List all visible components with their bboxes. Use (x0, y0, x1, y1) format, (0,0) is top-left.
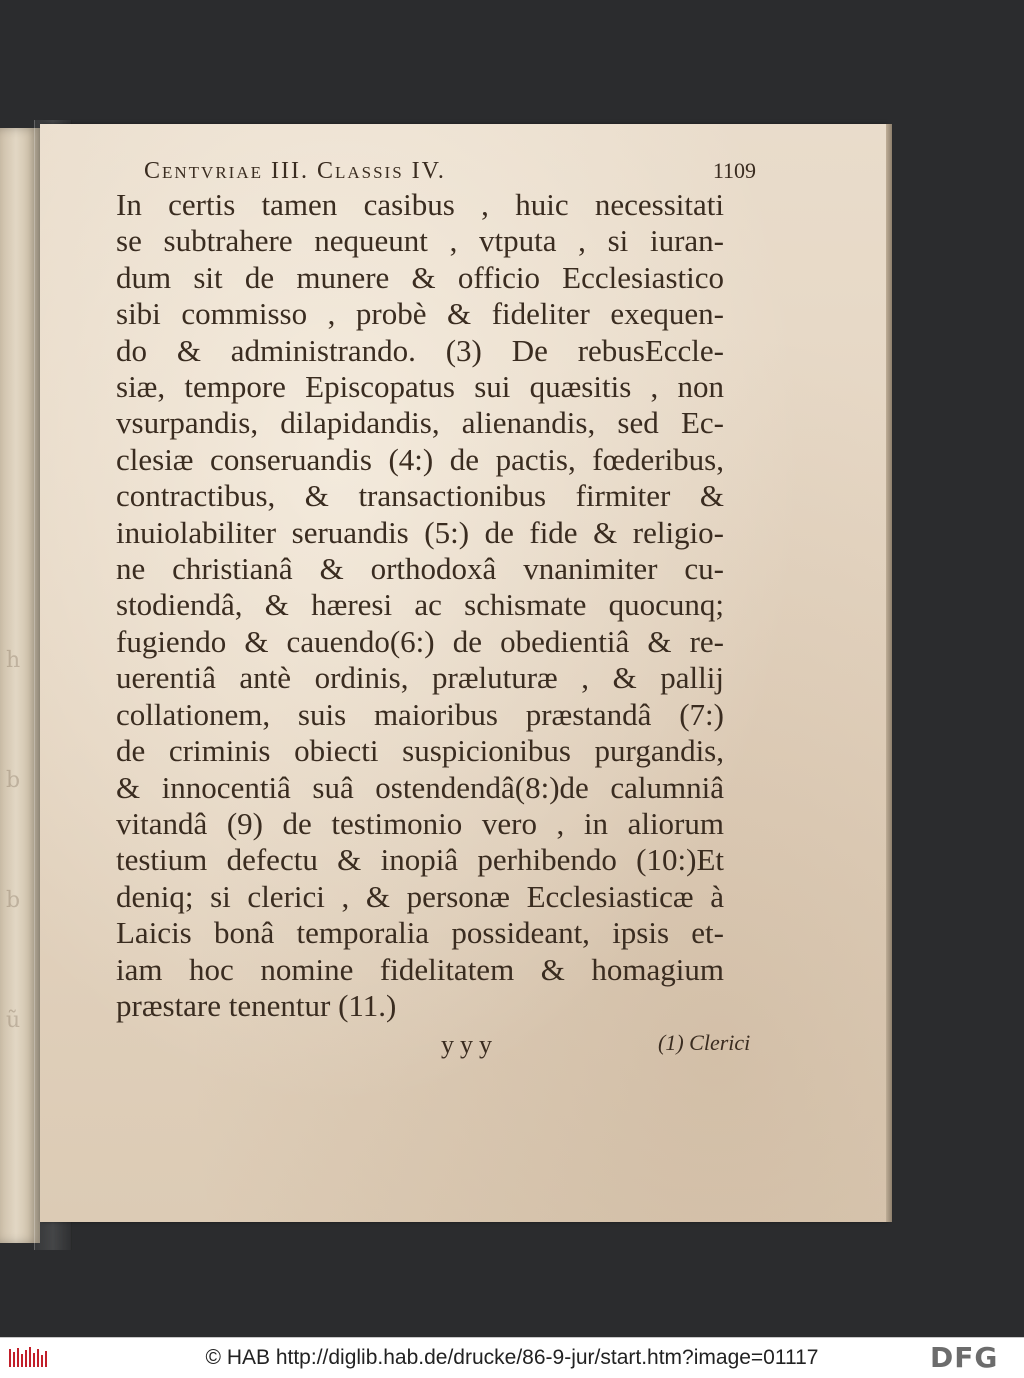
bleed-through-text: ũ (6, 1008, 21, 1033)
text-line: fugiendo & cauendo(6:) de obedientiâ & re- (116, 623, 724, 659)
page-text-block (78, 158, 756, 1066)
book-page (40, 124, 886, 1222)
text-line: sibi commisso , probè & fideliter exequen- (116, 296, 724, 332)
text-line: uerentiâ antè ordinis, præluturæ , & pallij (116, 660, 724, 696)
text-line: ne christianâ & orthodoxâ vnanimiter cu- (116, 551, 724, 587)
text-line: stodiendâ, & hæresi ac schismate quocunq; (116, 587, 724, 623)
running-head (78, 158, 756, 185)
text-line: de criminis obiecti suspicionibus purgandis, (116, 733, 724, 769)
text-line: vsurpandis, dilapidandis, alienandis, sed Ec- (116, 405, 724, 441)
text-line: præstare tenentur (11.) (116, 987, 397, 1023)
bleed-through-text: b (6, 768, 21, 793)
text-line: testium defectu & inopiâ perhibendo (10:)Et (116, 842, 724, 878)
page-number: 1109 (712, 158, 756, 183)
text-line: Laicis bonâ temporalia possideant, ipsis et- (116, 915, 724, 951)
citation-link[interactable]: © HAB http://diglib.hab.de/drucke/86-9-jur/start.htm?image=01117 (205, 1346, 819, 1369)
text-line: In certis tamen casibus , huic necessitati (116, 187, 724, 222)
text-line: collationem, suis maioribus præstandâ (7:) (116, 696, 724, 732)
text-line: & innocentiâ suâ ostendendâ(8:)de calumniâ (116, 769, 724, 805)
citation-bar (0, 1337, 1024, 1378)
text-line: dum sit de munere & officio Ecclesiastico (116, 259, 724, 295)
text-line: iam hoc nomine fidelitatem & homagium (116, 951, 724, 987)
signature-mark: yyy (441, 1030, 498, 1060)
dfg-logo[interactable]: DFG (930, 1341, 999, 1374)
bleed-through-text: h (6, 648, 21, 673)
text-line: contractibus, & transactionibus firmiter & (116, 478, 724, 514)
text-line: vitandâ (9) de testimonio vero , in aliorum (116, 805, 724, 841)
text-line: siæ, tempore Episcopatus sui quæsitis , non (116, 369, 724, 405)
text-line: clesiæ conseruandis (4:) de pactis, fœderibus, (116, 441, 724, 477)
catchword: (1) Clerici (658, 1030, 751, 1056)
page-footer (78, 1026, 751, 1066)
text-line: inuiolabiliter seruandis (5:) de fide & religio- (116, 514, 724, 550)
body-text (78, 187, 724, 1024)
text-line: deniq; si clerici , & personæ Ecclesiasticæ à (116, 878, 724, 914)
running-head-title: Centvriae III. Classis IV. (144, 158, 446, 184)
bleed-through-text: b (6, 888, 21, 913)
text-line: se subtrahere nequeunt , vtputa , si iuran- (116, 223, 724, 259)
text-line: do & administrando. (3) De rebusEccle- (116, 332, 724, 368)
